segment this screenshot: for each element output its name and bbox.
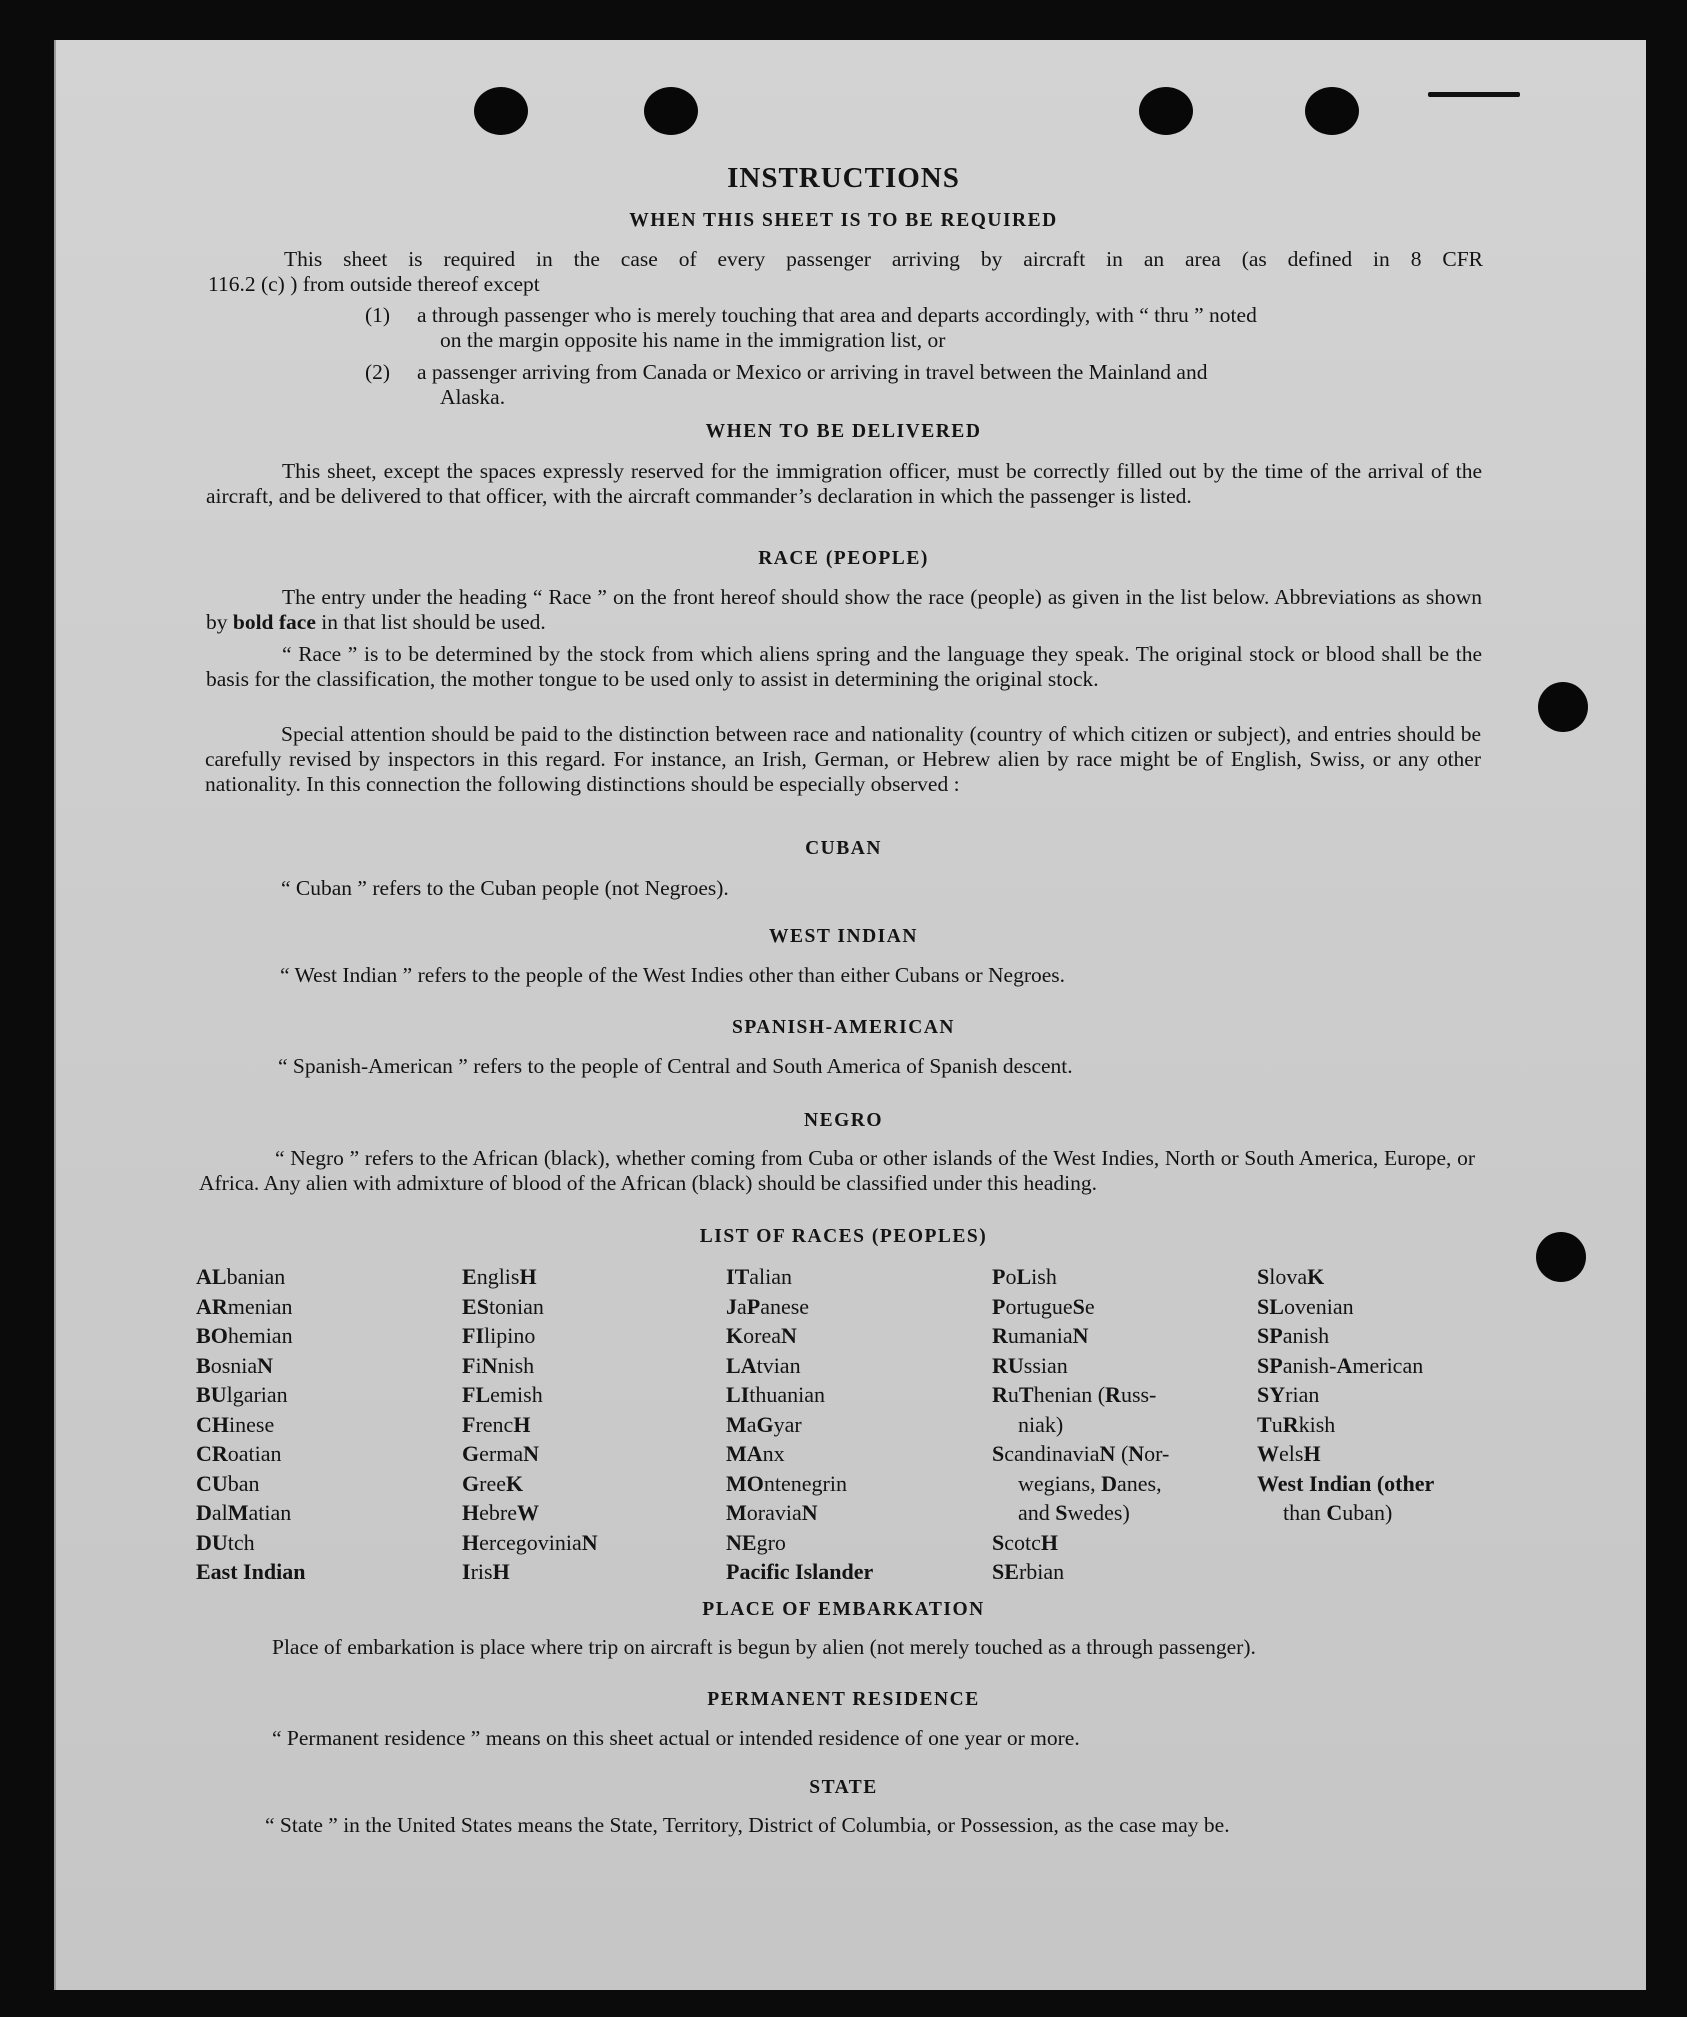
section-heading-state: STATE	[809, 1777, 878, 1798]
race-list-item: HercegoviniaN	[462, 1529, 598, 1555]
race-list-item: SErbian	[992, 1559, 1065, 1584]
race-list-item: IrisH	[462, 1559, 510, 1584]
race-list-item: CRoatian	[196, 1441, 282, 1466]
delivered-text: This sheet, except the spaces expressly reserved for the immigration officer, must be correctly filled out by the time of the arrival of the aircraft, and be delivered to that officer, with the aircraft commander’s declaration in which the passenger is listed.	[206, 459, 1482, 508]
race-list-item: RUssian	[992, 1352, 1068, 1378]
embarkation-paragraph	[196, 1635, 1472, 1660]
race-list-item: BOhemian	[196, 1323, 293, 1348]
race-list-item: BosniaN	[196, 1352, 274, 1378]
race-list-item: Pacific Islander	[726, 1559, 874, 1584]
section-heading-cuban: CUBAN	[805, 838, 882, 859]
race-list-item: EStonian	[462, 1293, 544, 1319]
section-heading-list-of-races: LIST OF RACES (PEOPLES)	[699, 1226, 988, 1247]
race-list-item: West Indian (other	[1257, 1470, 1435, 1496]
races-column-5	[1257, 1262, 1512, 1528]
race-list-item: niak)	[1018, 1411, 1064, 1437]
race-list-item: GreeK	[462, 1470, 524, 1496]
race-list-item: DUtch	[196, 1529, 255, 1555]
exception-item-1	[365, 303, 1483, 353]
state-text: “ State ” in the United States means the State, Territory, District of Columbia, or Possession, as the case may be.	[265, 1813, 1230, 1837]
race-list-item: MOntenegrin	[726, 1470, 847, 1496]
exception-number: (2)	[365, 360, 391, 384]
races-column-3	[726, 1262, 981, 1587]
section-heading-residence: PERMANENT RESIDENCE	[707, 1689, 980, 1710]
exception-item-2	[365, 360, 1483, 410]
page-title: INSTRUCTIONS	[727, 162, 960, 194]
negro-paragraph	[199, 1146, 1475, 1196]
race-p3-text: Special attention should be paid to the distinction between race and nationality (country of which citizen or subject), and entries should be carefully revised by inspectors in this regard. For instance, an Irish, German, or Hebrew alien by race might be of English, Swiss, or any other nationality. In this connection the following distinctions should be especially observed :	[205, 722, 1481, 796]
race-paragraph-2	[206, 642, 1482, 692]
race-list-item: and Swedes)	[1018, 1500, 1130, 1525]
race-list-item: SPanish-American	[1257, 1352, 1424, 1378]
race-list-item: MaGyar	[726, 1411, 802, 1437]
race-list-item: than Cuban)	[1283, 1500, 1393, 1525]
race-p1-text-end: in that list should be used.	[315, 610, 546, 634]
race-list-item: SPanish	[1257, 1323, 1330, 1348]
race-list-item: MoraviaN	[726, 1500, 818, 1525]
race-list-item: KoreaN	[726, 1323, 797, 1348]
race-list-item: DalMatian	[196, 1500, 292, 1525]
race-list-item: TuRkish	[1257, 1411, 1336, 1437]
race-list-item: PortugueSe	[992, 1293, 1095, 1319]
race-list-item: ALbanian	[196, 1264, 286, 1289]
race-list-item: FLemish	[462, 1382, 543, 1407]
race-list-item: HebreW	[462, 1500, 539, 1525]
race-list-item: FrencH	[462, 1411, 531, 1437]
exception-text-cont: Alaska.	[440, 385, 506, 409]
races-column-4	[992, 1262, 1247, 1587]
race-list-item: RuThenian (Russ-	[992, 1382, 1157, 1407]
spanish-american-paragraph: “ Spanish-American ” refers to the people of Central and South America of Spanish descent.	[278, 1054, 1073, 1078]
race-list-item: LIthuanian	[726, 1382, 826, 1407]
race-list-item: ARmenian	[196, 1293, 293, 1319]
delivered-paragraph	[206, 459, 1482, 509]
race-list-item: SLovenian	[1257, 1293, 1354, 1319]
section-heading-spanish-american: SPANISH-AMERICAN	[732, 1017, 955, 1038]
embarkation-text: Place of embarkation is place where trip on aircraft is begun by alien (not merely touched as a through passenger).	[272, 1635, 1256, 1659]
race-list-item: ScandinaviaN (Nor-	[992, 1441, 1170, 1466]
race-list-item: RumaniaN	[992, 1323, 1089, 1348]
exception-number: (1)	[365, 303, 391, 327]
race-list-item: JaPanese	[726, 1293, 810, 1319]
races-column-1	[196, 1262, 451, 1587]
race-list-item: MAnx	[726, 1441, 785, 1466]
race-paragraph-3	[205, 722, 1481, 797]
section-heading-west-indian: WEST INDIAN	[769, 926, 918, 947]
exception-text: a through passenger who is merely touching that area and departs accordingly, with “ thru ” noted	[417, 303, 1257, 327]
race-list-item: SlovaK	[1257, 1264, 1325, 1289]
race-list-item: EnglisH	[462, 1264, 537, 1289]
race-list-item: BUlgarian	[196, 1382, 288, 1407]
section-heading-negro: NEGRO	[803, 1110, 883, 1131]
required-line-1-text: This sheet is required in the case of every passenger arriving by aircraft in an area (as defined in 8 CFR	[284, 247, 1483, 271]
required-line-1	[208, 247, 1483, 272]
race-list-item: WelsH	[1257, 1441, 1321, 1466]
exception-text: a passenger arriving from Canada or Mexico or arriving in travel between the Mainland and	[417, 360, 1208, 384]
section-heading-embarkation: PLACE OF EMBARKATION	[702, 1599, 985, 1620]
race-list-item: CUban	[196, 1470, 260, 1496]
race-list-item: East Indian	[196, 1559, 306, 1584]
race-list-item: SYrian	[1257, 1382, 1320, 1407]
section-heading-delivered: WHEN TO BE DELIVERED	[705, 421, 982, 442]
negro-text: “ Negro ” refers to the African (black), whether coming from Cuba or other islands of the West Indies, North or South America, Europe, or Africa. Any alien with admixture of blood of the African (black) should be classified under this heading.	[199, 1146, 1475, 1195]
list-of-races	[196, 1262, 1496, 1592]
race-list-item: ITalian	[726, 1264, 793, 1289]
race-list-item: FIlipino	[462, 1323, 536, 1348]
race-list-item: NEgro	[726, 1529, 786, 1555]
race-list-item: CHinese	[196, 1411, 275, 1437]
race-list-item: GermaN	[462, 1441, 539, 1466]
cuban-paragraph: “ Cuban ” refers to the Cuban people (not Negroes).	[281, 876, 729, 900]
race-list-item: FiNnish	[462, 1352, 535, 1378]
race-paragraph-1	[206, 585, 1482, 635]
section-heading-race: RACE (PEOPLE)	[758, 548, 929, 569]
state-paragraph	[195, 1813, 1471, 1838]
races-column-2	[462, 1262, 717, 1587]
race-list-item: PoLish	[992, 1264, 1057, 1289]
west-indian-paragraph: “ West Indian ” refers to the people of the West Indies other than either Cubans or Negroes.	[280, 963, 1066, 987]
race-p1-text: The entry under the heading “ Race ” on the front hereof should show the race (people) as given in the list below. Abbreviations as shown by	[206, 585, 1482, 634]
exception-text-cont: on the margin opposite his name in the immigration list, or	[440, 328, 946, 352]
race-list-item: LAtvian	[726, 1352, 801, 1378]
race-list-item: ScotcH	[992, 1529, 1059, 1555]
race-p1-bold: bold face	[232, 610, 316, 634]
race-list-item: wegians, Danes,	[1018, 1470, 1162, 1496]
residence-paragraph: “ Permanent residence ” means on this sheet actual or intended residence of one year or more.	[272, 1726, 1080, 1750]
section-heading-required: WHEN THIS SHEET IS TO BE REQUIRED	[629, 210, 1058, 231]
required-line-2: 116.2 (c) ) from outside thereof except	[208, 272, 540, 296]
race-p2-text: “ Race ” is to be determined by the stock from which aliens spring and the language they speak. The original stock or blood shall be the basis for the classification, the mother tongue to be used only to assist in determining the original stock.	[206, 642, 1482, 691]
